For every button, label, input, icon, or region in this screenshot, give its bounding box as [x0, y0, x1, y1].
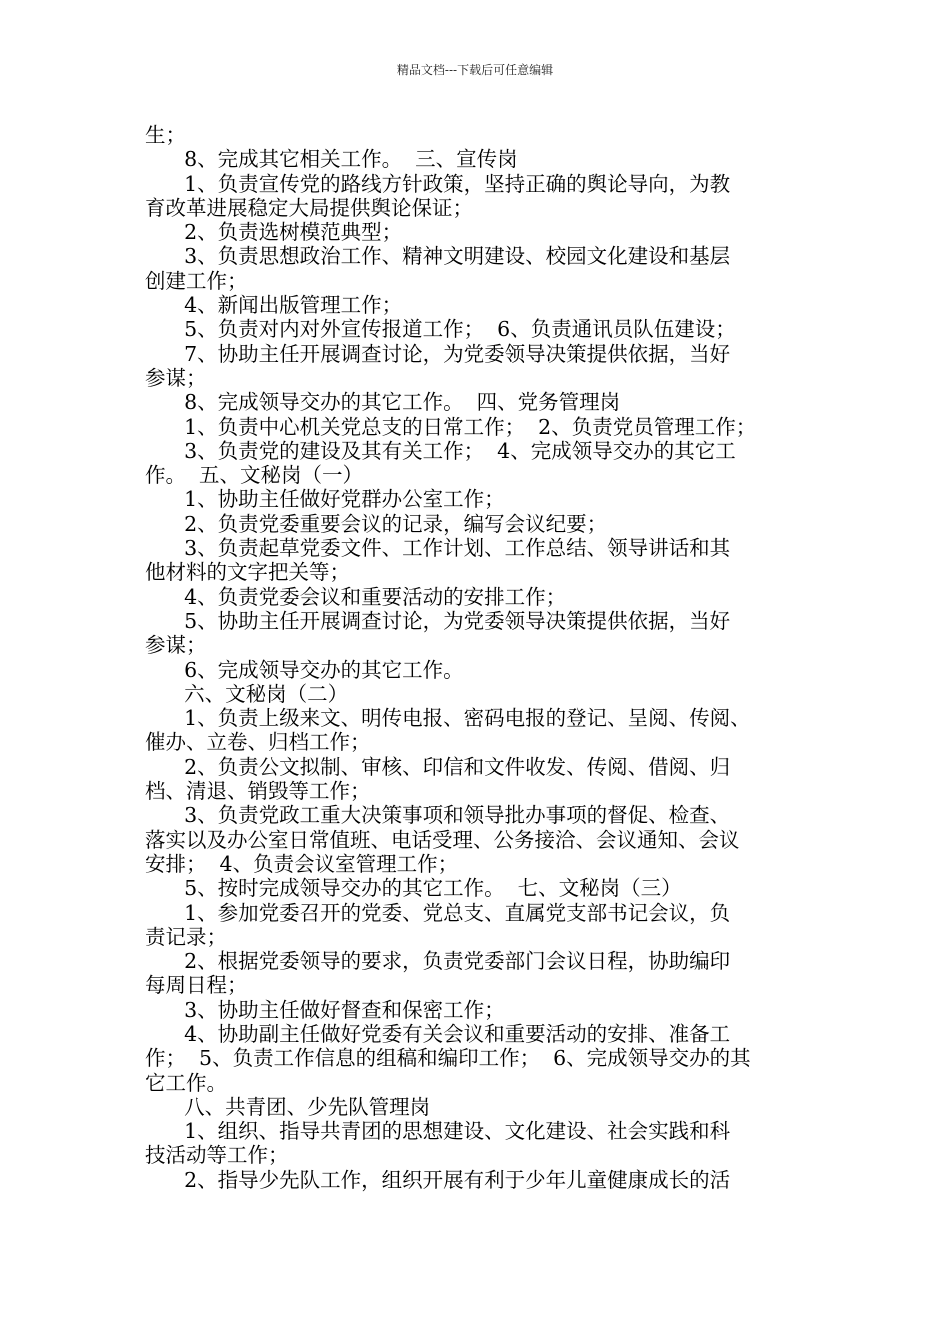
text-line: 1、组织、指导共青团的思想建设、文化建设、社会实践和科	[145, 1119, 731, 1144]
text-line: 责记录；	[145, 924, 227, 949]
text-line: 六、文秘岗（二）	[145, 681, 349, 706]
text-line: 他材料的文字把关等；	[145, 560, 350, 585]
text-line: 2、指导少先队工作，组织开展有利于少年儿童健康成长的活	[145, 1167, 731, 1192]
text-line: 创建工作；	[145, 268, 248, 293]
text-line: 作。 五、文秘岗（一）	[145, 463, 364, 488]
text-line: 4、负责党委会议和重要活动的安排工作；	[145, 584, 567, 609]
text-line: 1、负责上级来文、明传电报、密码电报的登记、呈阅、传阅、	[145, 706, 751, 731]
text-line: 8、完成领导交办的其它工作。 四、党务管理岗	[145, 390, 621, 415]
text-line: 3、负责起草党委文件、工作计划、工作总结、领导讲话和其	[145, 536, 731, 561]
text-line: 3、负责思想政治工作、精神文明建设、校园文化建设和基层	[145, 244, 731, 269]
text-line: 5、协助主任开展调查讨论，为党委领导决策提供依据，当好	[145, 608, 731, 633]
text-line: 1、参加党委召开的党委、党总支、直属党支部书记会议，负	[145, 900, 731, 925]
text-line: 八、共青团、少先队管理岗	[145, 1094, 431, 1119]
text-line: 育改革进展稳定大局提供舆论保证；	[145, 195, 473, 220]
text-line: 参谋；	[145, 365, 207, 390]
text-line: 3、负责党的建设及其有关工作； 4、完成领导交办的其它工	[145, 438, 736, 463]
text-line: 3、协助主任做好督查和保密工作；	[145, 997, 505, 1022]
text-line: 生；	[145, 123, 186, 147]
text-line: 参谋；	[145, 633, 207, 658]
text-line: 每周日程；	[145, 973, 248, 998]
text-line: 1、负责宣传党的路线方针政策，坚持正确的舆论导向，为教	[145, 171, 731, 196]
text-line: 作； 5、负责工作信息的组稿和编印工作； 6、完成领导交办的其	[145, 1046, 751, 1071]
text-line: 2、负责公文拟制、审核、印信和文件收发、传阅、借阅、归	[145, 754, 731, 779]
text-line: 4、新闻出版管理工作；	[145, 293, 403, 318]
text-line: 2、负责党委重要会议的记录，编写会议纪要；	[145, 511, 608, 536]
document-body	[145, 123, 825, 1192]
text-line: 落实以及办公室日常值班、电话受理、公务接洽、会议通知、会议	[145, 827, 740, 852]
text-line: 7、协助主任开展调查讨论，为党委领导决策提供依据，当好	[145, 341, 731, 366]
text-line: 5、负责对内对外宣传报道工作； 6、负责通讯员队伍建设；	[145, 317, 736, 342]
text-line: 1、协助主任做好党群办公室工作；	[145, 487, 505, 512]
text-line: 档、清退、销毁等工作；	[145, 779, 371, 804]
text-line: 8、完成其它相关工作。 三、宣传岗	[145, 147, 518, 172]
text-line: 6、完成领导交办的其它工作。	[145, 657, 464, 682]
text-line: 它工作。	[145, 1070, 227, 1095]
text-line: 2、负责选树模范典型；	[145, 220, 403, 245]
text-line: 技活动等工作；	[145, 1143, 289, 1168]
text-line: 2、根据党委领导的要求，负责党委部门会议日程，协助编印	[145, 949, 731, 974]
text-line: 安排； 4、负责会议室管理工作；	[145, 851, 459, 876]
text-line: 4、协助副主任做好党委有关会议和重要活动的安排、准备工	[145, 1021, 731, 1046]
text-line: 3、负责党政工重大决策事项和领导批办事项的督促、检查、	[145, 803, 731, 828]
page-header: 精品文档---下载后可任意编辑	[396, 63, 554, 77]
text-line: 催办、立卷、归档工作；	[145, 730, 371, 755]
text-line: 1、负责中心机关党总支的日常工作； 2、负责党员管理工作；	[145, 414, 757, 439]
text-line: 5、按时完成领导交办的其它工作。 七、文秘岗（三）	[145, 876, 682, 901]
